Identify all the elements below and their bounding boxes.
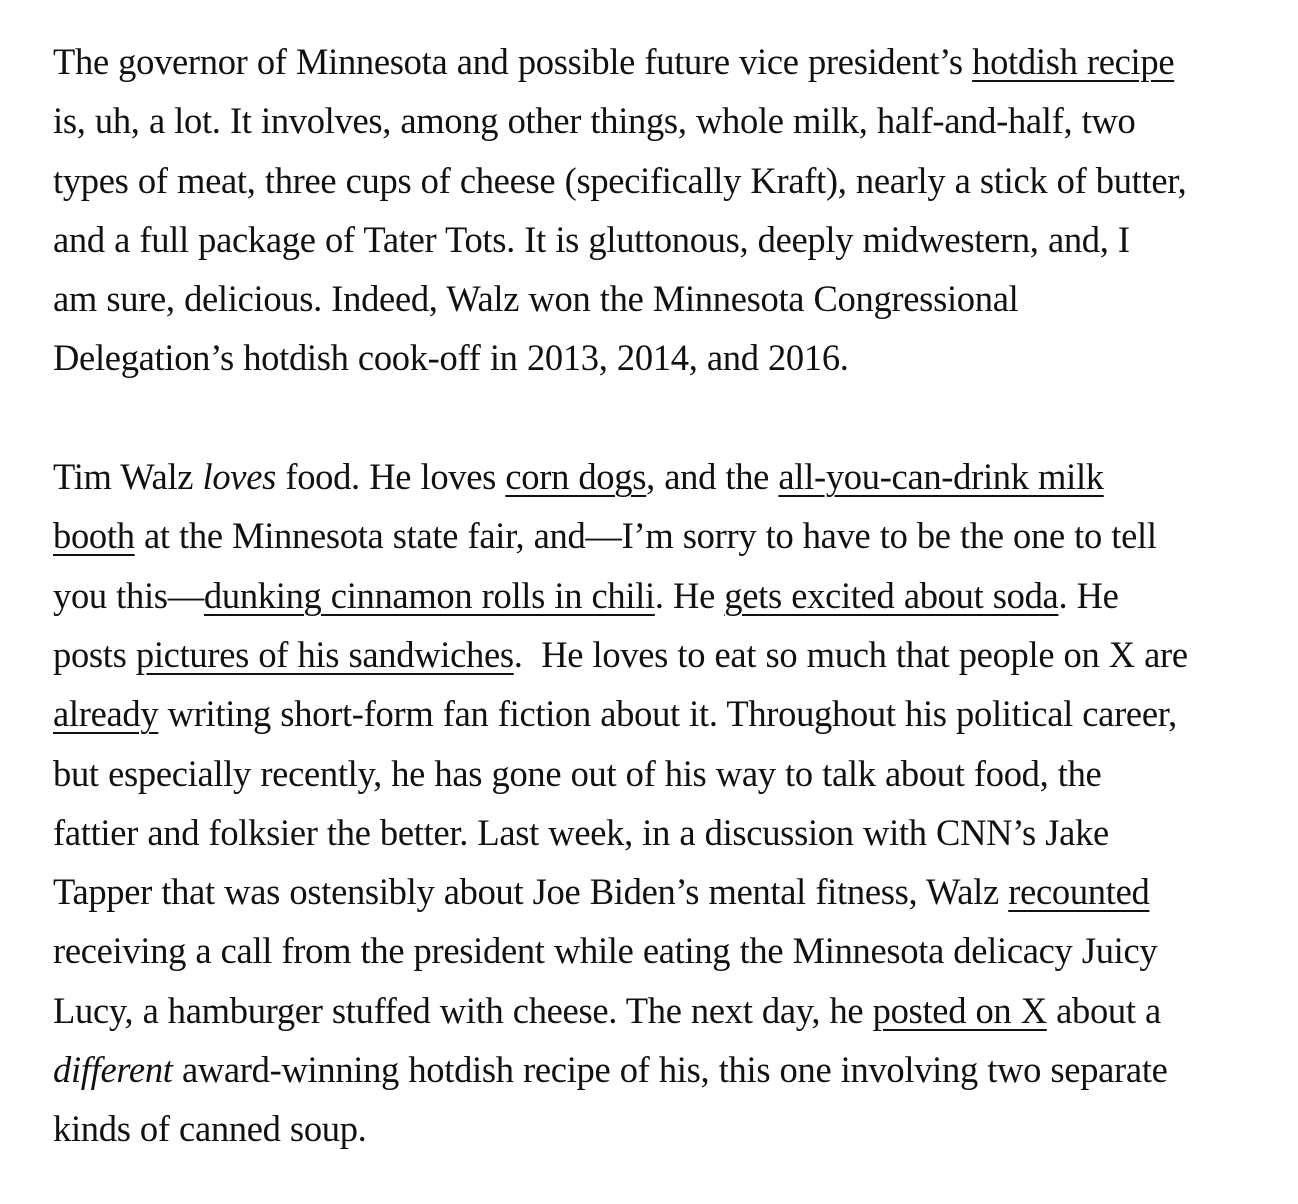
text-line [53, 566, 1268, 625]
paragraph-hotdish [53, 32, 1268, 388]
text-segment: Tim Walz [53, 456, 203, 498]
link-milk-booth[interactable]: booth [53, 515, 135, 557]
text-segment: Lucy, a hamburger stuffed with cheese. The next day, he [53, 989, 873, 1031]
link-hotdish-recipe[interactable]: hotdish recipe [972, 41, 1175, 82]
text-segment: The governor of Minnesota and possible future vice president’s [53, 41, 973, 82]
emphasis-different: different [53, 1049, 173, 1091]
text-line: kinds of canned soup. [53, 1108, 367, 1150]
text-segment: Tapper that was ostensibly about Joe Biden’s mental fitness, Walz [53, 871, 1009, 913]
link-corn-dogs[interactable]: corn dogs [505, 456, 647, 498]
article-body [53, 32, 1268, 1159]
link-sandwich-pictures[interactable]: pictures of his sandwiches [135, 633, 514, 675]
text-segment: . He [654, 574, 725, 616]
text-line: receiving a call from the president while eating the Minnesota delicacy Juicy [53, 930, 1158, 972]
paragraph-walz-food [53, 447, 1268, 1159]
text-line: Delegation’s hotdish cook-off in 2013, 2014, and 2016. [53, 337, 849, 379]
text-line: is, uh, a lot. It involves, among other things, whole milk, half-and-half, two [53, 100, 1136, 142]
link-recounted[interactable]: recounted [1008, 871, 1150, 913]
link-posted-on-x[interactable]: posted on X [872, 989, 1047, 1031]
text-line [53, 862, 1268, 921]
text-line: am sure, delicious. Indeed, Walz won the Minnesota Congressional [53, 278, 1019, 320]
text-line [53, 981, 1268, 1040]
text-segment: about a [1046, 989, 1161, 1031]
text-segment: award-winning hotdish recipe of his, this one involving two separate [172, 1049, 1168, 1091]
link-excited-about-soda[interactable]: gets excited about soda [724, 574, 1059, 616]
link-cinnamon-rolls-chili[interactable]: dunking cinnamon rolls in chili [203, 574, 655, 616]
text-line [53, 447, 1268, 506]
link-already[interactable]: already [53, 693, 159, 735]
text-segment: you this— [53, 574, 204, 616]
text-segment: food. He loves [276, 456, 506, 498]
text-line: fattier and folksier the better. Last week, in a discussion with CNN’s Jake [53, 811, 1109, 853]
text-line: but especially recently, he has gone out of his way to talk about food, the [53, 752, 1102, 794]
text-segment: , and the [646, 456, 779, 498]
text-line [53, 684, 1268, 743]
text-segment: . He [1058, 574, 1119, 616]
text-segment: . He loves to eat so much that people on X are [513, 633, 1188, 675]
text-line: and a full package of Tater Tots. It is gluttonous, deeply midwestern, and, I [53, 218, 1130, 260]
emphasis-loves: loves [202, 456, 277, 498]
link-milk-booth[interactable]: all-you-can-drink milk [778, 456, 1104, 498]
text-segment: at the Minnesota state fair, and—I’m sorry to have to be the one to tell [134, 515, 1157, 557]
text-line [53, 1040, 1268, 1099]
text-line: types of meat, three cups of cheese (specifically Kraft), nearly a stick of butter, [53, 159, 1187, 201]
text-segment: writing short-form fan fiction about it. Throughout his political career, [158, 693, 1177, 735]
text-segment: posts [53, 633, 136, 675]
text-line [53, 625, 1268, 684]
text-line [53, 506, 1268, 565]
text-line [53, 32, 1268, 91]
